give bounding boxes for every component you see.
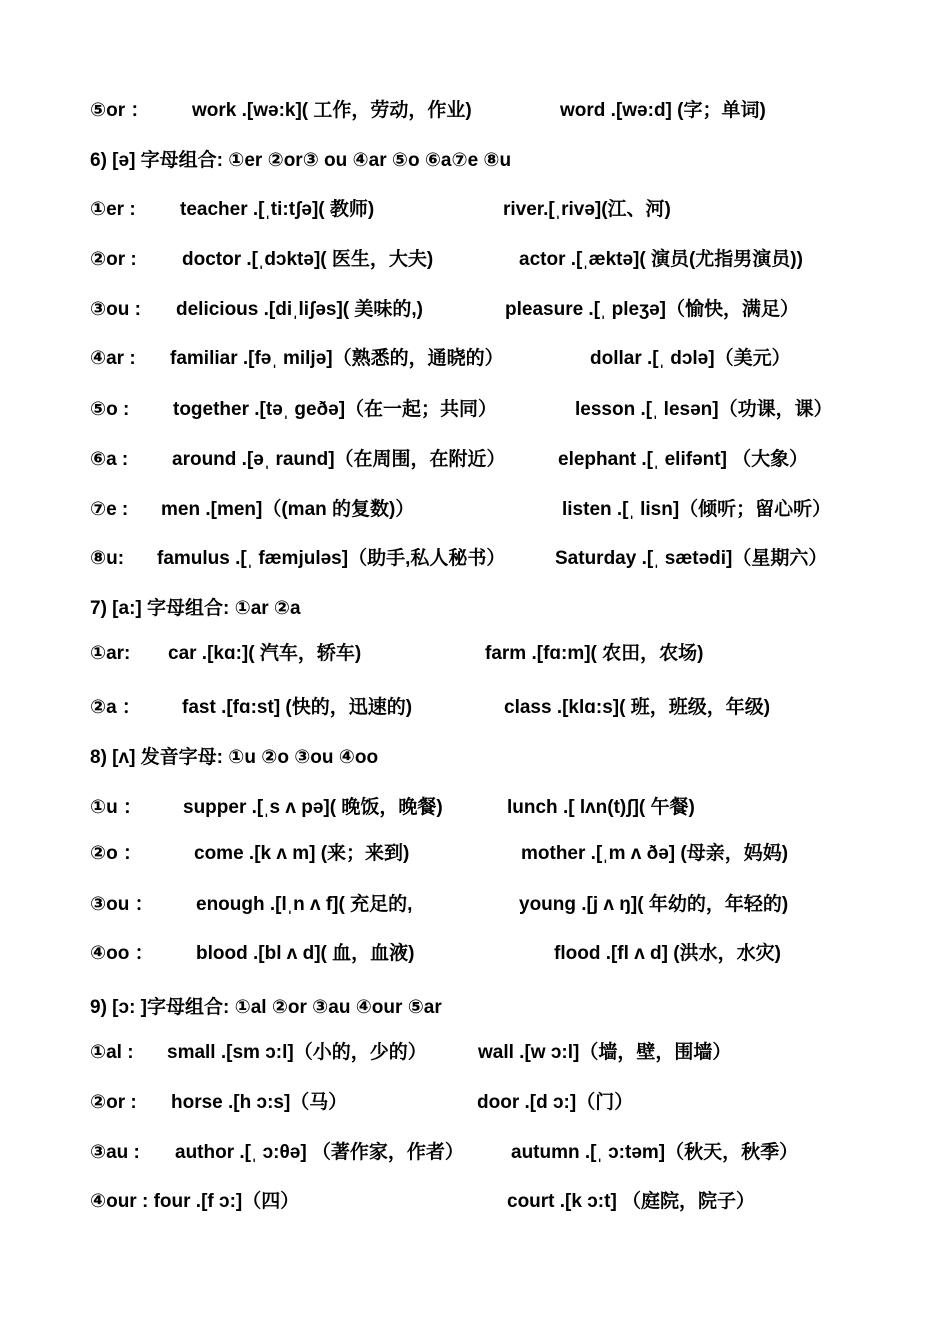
line-label: ⑥a : [90, 449, 129, 470]
text-line [90, 398, 833, 422]
line-label: ⑤or ： [90, 100, 150, 121]
word-entry-1: together .[təˌ geðə]（在一起；共同） [173, 399, 498, 420]
line-label: ③au : [90, 1142, 140, 1163]
word-entry-1: doctor .[ˌdɔktə]( 医生，大夫) [182, 249, 434, 270]
word-entry-2: elephant .[ˌ elifənt] （大象） [558, 449, 809, 470]
line-label: ②or : [90, 1092, 137, 1113]
word-entry-1: delicious .[diˌliʃəs]( 美味的,) [176, 299, 424, 320]
text-line [90, 1041, 732, 1065]
word-entry-2: Saturday .[ˌ sætədi]（星期六） [555, 548, 828, 569]
heading-text: 7) [a:] 字母组合: ①ar ②a [90, 598, 301, 619]
word-entry-2: lesson .[ˌ lesən]（功课，课） [575, 399, 833, 420]
line-label: ②or : [90, 249, 137, 270]
word-entry-1: famulus .[ˌ fæmjuləs]（助手,私人秘书） [157, 548, 506, 569]
word-entry-2: mother .[ˌm ʌ ðə] (母亲，妈妈) [521, 843, 789, 864]
line-label: ⑧u: [90, 548, 125, 569]
word-entry-2: farm .[fɑ:m]( 农田，农场) [485, 643, 704, 664]
text-line [90, 347, 791, 371]
text-line [90, 99, 766, 123]
text-line [90, 448, 809, 472]
text-line [90, 642, 704, 666]
text-line [90, 942, 781, 966]
line-label: ③ou ： [90, 894, 154, 915]
word-entry-2: listen .[ˌ lisn]（倾听；留心听） [562, 499, 832, 520]
text-line [90, 298, 799, 322]
word-entry-2: lunch .[ lʌn(t)ʃ]( 午餐) [507, 797, 695, 818]
line-label: ⑤o : [90, 399, 130, 420]
word-entry-2: pleasure .[ˌ pleʒə]（愉快，满足） [505, 299, 799, 320]
text-line [90, 842, 789, 866]
word-entry-1: familiar .[fəˌ miljə]（熟悉的，通晓的） [170, 348, 504, 369]
word-entry-1: blood .[bl ʌ d]( 血，血液) [196, 943, 415, 964]
word-entry-2: autumn .[ˌ ɔ:təm]（秋天，秋季） [511, 1142, 799, 1163]
word-entry-2: wall .[w ɔ:l]（墙，壁，围墙） [478, 1042, 732, 1063]
line-label: ②a ： [90, 697, 141, 718]
word-entry-1: men .[men]（(man 的复数)） [161, 499, 415, 520]
line-label: ④ar : [90, 348, 136, 369]
text-line [90, 1190, 756, 1214]
word-entry-2: actor .[ˌæktə]( 演员(尤指男演员)) [519, 249, 803, 270]
text-line [90, 547, 828, 571]
word-entry-2: river.[ˌrivə](江、河) [503, 199, 671, 220]
text-line [90, 1141, 799, 1165]
line-label: ①er : [90, 199, 136, 220]
text-line [90, 696, 771, 720]
word-entry-1: teacher .[ˌti:tʃə]( 教师) [180, 199, 375, 220]
text-line [90, 893, 789, 917]
line-label: ①u ： [90, 797, 142, 818]
text-line [90, 498, 832, 522]
line-label: ④our : four .[f ɔ:]（四） [90, 1191, 300, 1212]
text-line [90, 248, 803, 272]
word-entry-1: author .[ˌ ɔ:θə] （著作家，作者） [175, 1142, 464, 1163]
section-heading [90, 149, 511, 173]
word-entry-2: dollar .[ˌ dɔlə]（美元） [590, 348, 791, 369]
line-label: ②o ： [90, 843, 142, 864]
word-entry-2: flood .[fl ʌ d] (洪水，水灾) [554, 943, 781, 964]
section-heading [90, 996, 442, 1020]
word-entry-1: come .[k ʌ m] (来；来到) [194, 843, 410, 864]
heading-text: 8) [ʌ] 发音字母: ①u ②o ③ou ④oo [90, 747, 379, 768]
line-label: ④oo ： [90, 943, 154, 964]
section-heading [90, 746, 378, 770]
word-entry-1: enough .[lˌn ʌ f]( 充足的, [196, 894, 413, 915]
word-entry-1: work .[wə:k]( 工作，劳动，作业) [192, 100, 472, 121]
line-label: ①al : [90, 1042, 134, 1063]
word-entry-2: young .[j ʌ ŋ]( 年幼的，年轻的) [519, 894, 789, 915]
line-label: ①ar: [90, 643, 131, 664]
word-entry-1: around .[əˌ raund]（在周围，在附近） [172, 449, 506, 470]
word-entry-2: word .[wə:d] (字；单词) [560, 100, 766, 121]
text-line [90, 796, 695, 820]
line-label: ⑦e : [90, 499, 129, 520]
text-line [90, 1091, 634, 1115]
word-entry-2: door .[d ɔ:]（门） [477, 1092, 634, 1113]
heading-text: 9) [ɔ: ]字母组合: ①al ②or ③au ④our ⑤ar [90, 997, 442, 1018]
word-entry-1: supper .[ˌs ʌ pə]( 晚饭，晚餐) [183, 797, 443, 818]
word-entry-2: class .[klɑ:s]( 班，班级，年级) [504, 697, 771, 718]
word-entry-1: small .[sm ɔ:l]（小的，少的） [167, 1042, 427, 1063]
heading-text: 6) [ə] 字母组合: ①er ②or③ ou ④ar ⑤o ⑥a⑦e ⑧u [90, 150, 512, 171]
word-entry-2: court .[k ɔ:t] （庭院，院子） [507, 1191, 756, 1212]
word-entry-1: fast .[fɑ:st] (快的，迅速的) [182, 697, 413, 718]
word-entry-1: horse .[h ɔ:s]（马） [171, 1092, 348, 1113]
word-entry-1: car .[kɑ:]( 汽车，轿车) [168, 643, 362, 664]
line-label: ③ou : [90, 299, 141, 320]
text-line [90, 198, 671, 222]
section-heading [90, 597, 301, 621]
